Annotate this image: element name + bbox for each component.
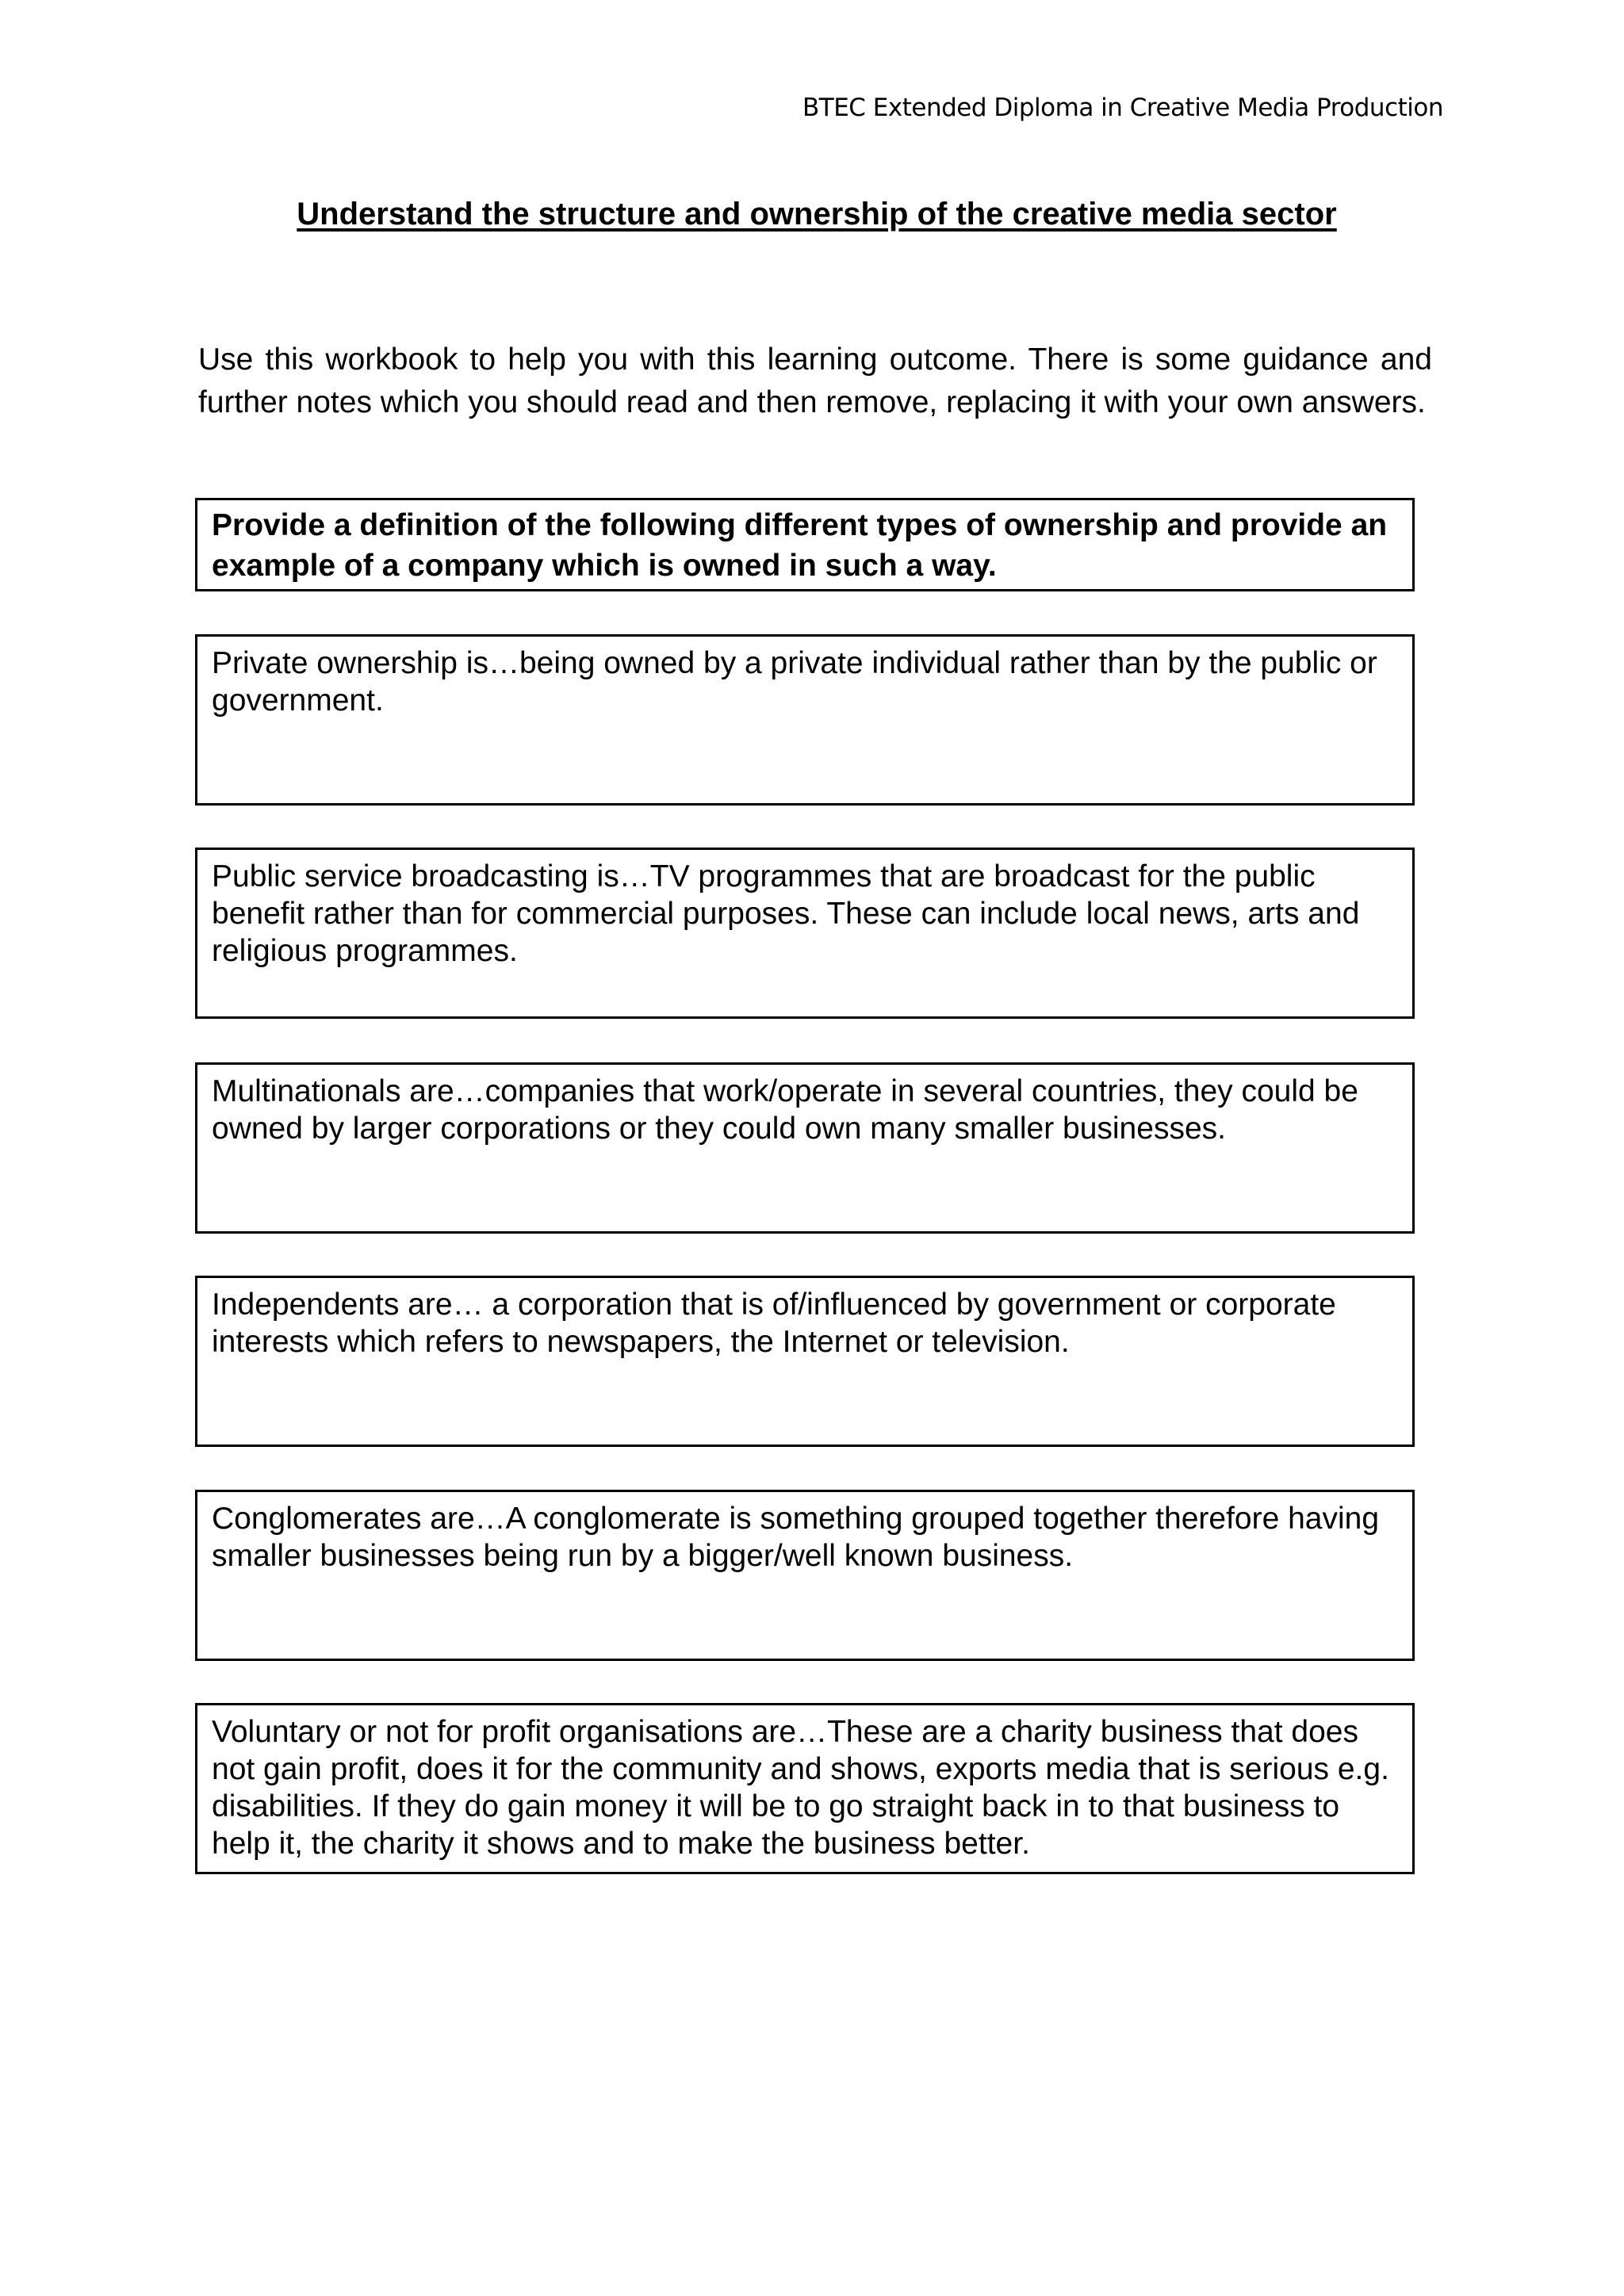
intro-paragraph: Use this workbook to help you with this learning outcome. There is some guidance and further notes which you should read and then remove, replacing it with your own answers. — [198, 342, 1432, 419]
answer-box-public-service-broadcasting[interactable]: Public service broadcasting is…TV programmes that are broadcast for the public benefit rather than for commercial purposes. These can include local news, arts and religious programmes. — [195, 848, 1415, 1019]
answer-box-private-ownership[interactable]: Private ownership is…being owned by a private individual rather than by the public or government. — [195, 634, 1415, 806]
answer-box-independents[interactable]: Independents are… a corporation that is of/influenced by government or corporate interests which refers to newspapers, the Internet or television. — [195, 1276, 1415, 1447]
page-title — [0, 197, 1624, 232]
answer-box-voluntary-organisations[interactable]: Voluntary or not for profit organisations are…These are a charity business that does not gain profit, does it for the community and shows, exports media that is serious e.g. disabilities. If they do gain money it will be to go straight back in to that business to help it, the charity it shows and to make the business better. — [195, 1703, 1415, 1874]
course-header: BTEC Extended Diploma in Creative Media Production — [802, 94, 1443, 122]
answer-box-multinationals[interactable]: Multinationals are…companies that work/operate in several countries, they could be owned by larger corporations or they could own many smaller businesses. — [195, 1062, 1415, 1234]
page-title-text: Understand the structure and ownership of the creative media sector — [297, 197, 1337, 232]
answer-box-conglomerates[interactable]: Conglomerates are…A conglomerate is something grouped together therefore having smaller businesses being run by a bigger/well known business. — [195, 1490, 1415, 1661]
instruction-box: Provide a definition of the following different types of ownership and provide an example of a company which is owned in such a way. — [195, 498, 1415, 591]
